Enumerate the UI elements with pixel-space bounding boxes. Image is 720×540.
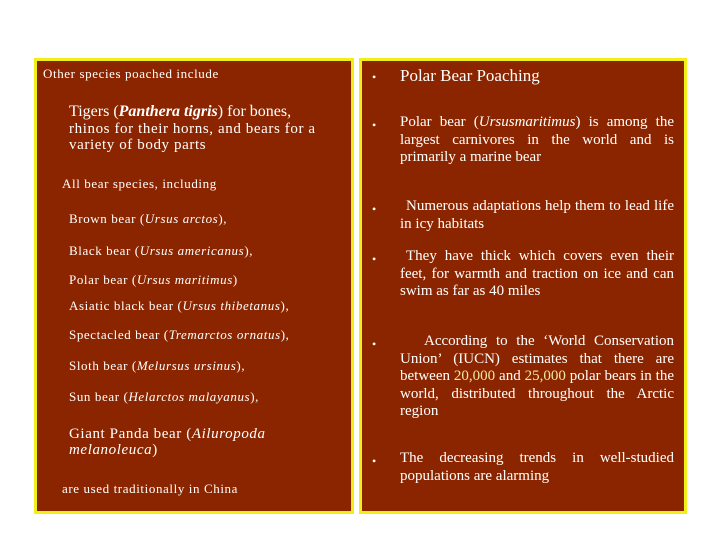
bullet-marker: • [372, 118, 377, 132]
tigers-common: Tigers ( [69, 103, 119, 120]
bullet-marker: • [372, 70, 377, 84]
intro-text: Other species poached include [43, 66, 219, 81]
species-polar-bear: Polar bear (Ursus maritimus) [69, 272, 238, 287]
bullet-marker: • [372, 202, 377, 216]
rhinos-text: rhinos for their horns, and bears for a variety of body parts [69, 121, 316, 153]
all-bears-text: All bear species, including [62, 176, 217, 191]
species-sun-bear: Sun bear (Helarctos malayanus), [69, 389, 259, 404]
bullet-marker: • [372, 337, 377, 351]
tigers-line [69, 103, 291, 120]
left-panel [34, 58, 354, 514]
tigers-rest: ) for bones, [217, 103, 292, 120]
population-low: 20,000 [453, 368, 496, 384]
bullet-thick-fur: They have thick which covers even their feet, for warmth and traction on ice and can swim as far as 40 miles [400, 248, 674, 299]
bullet-marker: • [372, 454, 377, 468]
species-sloth-bear: Sloth bear (Melursus ursinus), [69, 358, 246, 373]
species-giant-panda: Giant Panda bear (Ailuropoda melanoleuca) [69, 426, 266, 458]
bullet-marker: • [372, 252, 377, 266]
species-black-bear: Black bear (Ursus americanus), [69, 243, 254, 258]
population-high: 25,000 [524, 368, 566, 384]
footer-text: are used traditionally in China [62, 481, 239, 496]
species-spectacled-bear: Spectacled bear (Tremarctos ornatus), [69, 327, 290, 342]
bullet-iucn-estimate: According to the ‘World Conservation Union’ (IUCN) estimates that there are between 20,000 and 25,000 polar bears in the world, distributed throughout the Arctic region [400, 333, 674, 419]
bullet-decreasing-trends: The decreasing trends in well-studied populations are alarming [400, 450, 674, 484]
species-brown-bear: Brown bear (Ursus arctos), [69, 211, 228, 226]
species-asiatic-black-bear: Asiatic black bear (Ursus thibetanus), [69, 298, 290, 313]
bullet-polar-bear: Polar bear (Ursusmaritimus) is among the largest carnivores in the world and is primarily a marine bear [400, 114, 675, 165]
right-panel [359, 58, 687, 514]
bullet-adaptations: Numerous adaptations help them to lead life in icy habitats [400, 198, 674, 232]
tigers-scientific-name: Panthera tigris [118, 103, 218, 120]
panel-title: Polar Bear Poaching [400, 66, 540, 85]
